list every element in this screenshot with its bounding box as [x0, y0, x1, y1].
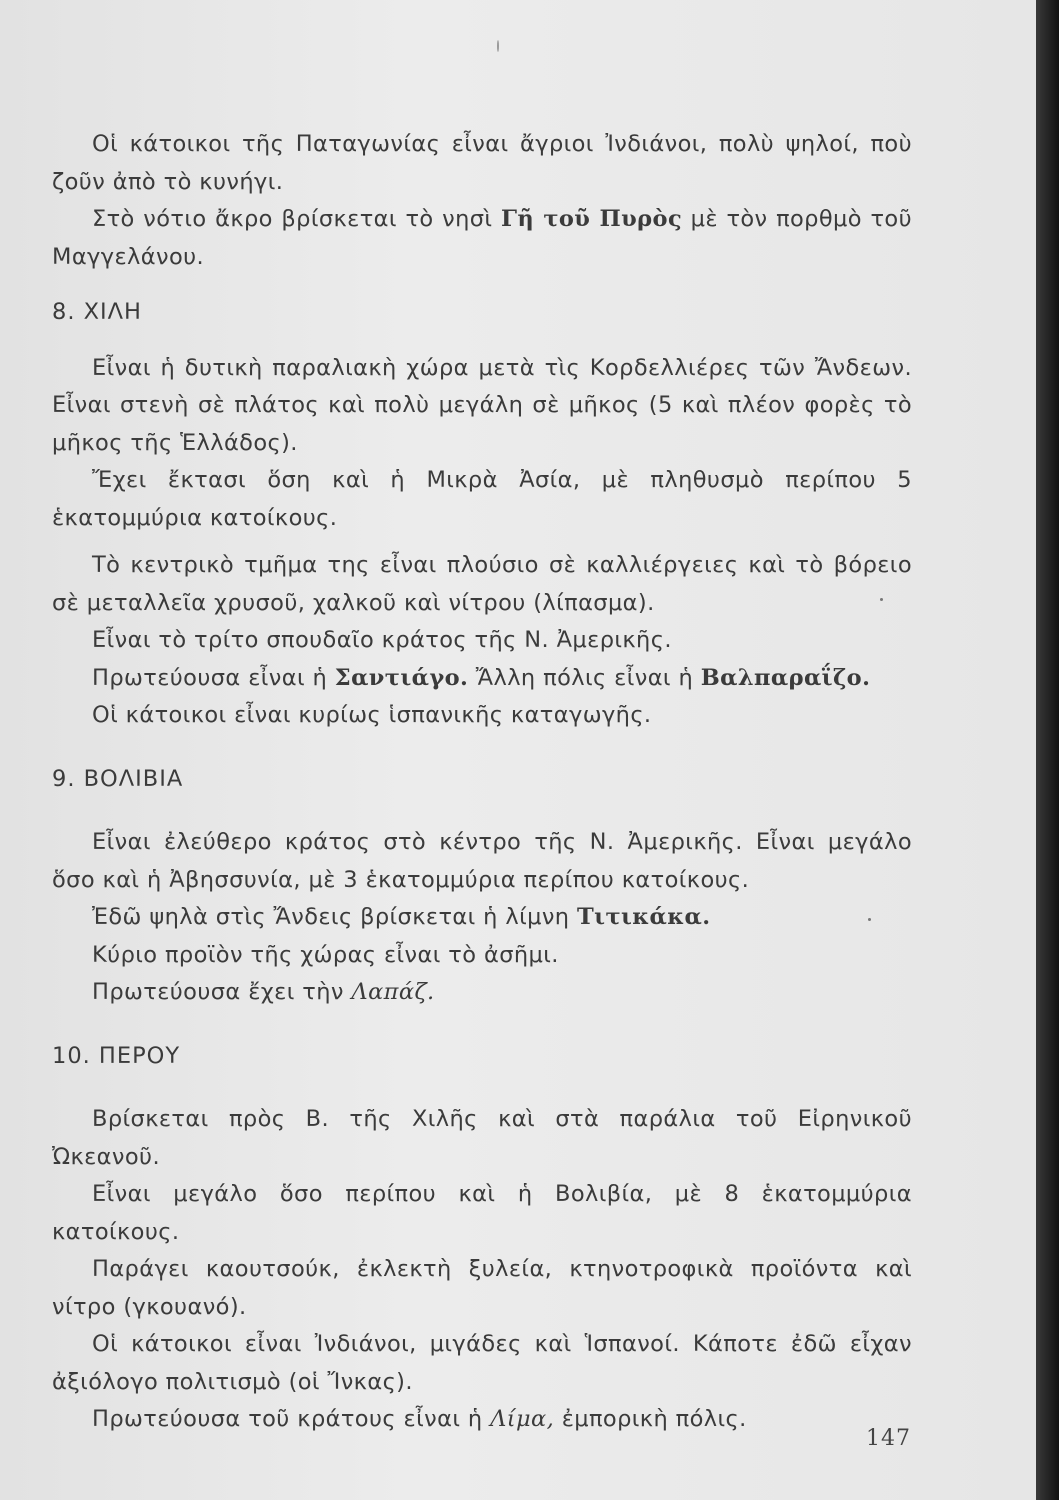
- paragraph: Παράγει καουτσούκ, ἐκλεκτὴ ξυλεία, κτηνοτροφικὰ προϊόντα καὶ νίτρο (γκουανό).: [52, 1256, 912, 1320]
- section-heading-peru: 10. ΠΕΡΟΥ: [52, 1042, 181, 1069]
- paragraph: Κύριο προϊὸν τῆς χώρας εἶναι τὸ ἀσῆμι.: [92, 941, 559, 968]
- paragraph: Εἶναι μεγάλο ὅσο περίπου καὶ ἡ Βολιβία, μὲ 8 ἑκατομμύρια κατοίκους.: [52, 1181, 912, 1245]
- capital-name: Σαντιάγο.: [334, 664, 469, 691]
- paragraph: Ἔχει ἔκτασι ὅση καὶ ἡ Μικρὰ Ἀσία, μὲ πληθυσμὸ περίπου 5 ἑκατομμύρια κατοίκους.: [52, 467, 912, 531]
- lake-name: Τιτικάκα.: [577, 904, 711, 930]
- paragraph: Οἱ κάτοικοι εἶναι κυρίως ἱσπανικῆς καταγωγῆς.: [92, 702, 652, 728]
- page-number: 147: [866, 1426, 911, 1451]
- paragraph: Τὸ κεντρικὸ τμῆμα της εἶναι πλούσιο σὲ καλλιέργειες καὶ τὸ βόρειο σὲ μεταλλεῖα χρυσοῦ, χαλκοῦ καὶ νίτρου (λίπασμα).: [52, 552, 912, 616]
- paragraph-tierra-del-fuego: Στὸ νότιο ἄκρο βρίσκεται τὸ νησὶ Γῆ τοῦ Πυρὸς μὲ τὸν πορθμὸ τοῦ Μαγγελάνου.: [52, 206, 912, 270]
- paragraph: Εἶναι ἡ δυτικὴ παραλιακὴ χώρα μετὰ τὶς Κορδελλιέρες τῶν Ἄνδεων. Εἶναι στενὴ σὲ πλάτος καὶ πολὺ μεγάλη σὲ μῆκος (5 καὶ πλέον φορὲς τὸ μῆκος τῆς Ἑλλάδος).: [52, 354, 912, 456]
- page-text: [52, 126, 912, 1439]
- paragraph: Οἱ κάτοικοι εἶναι Ἰνδιάνοι, μιγάδες καὶ Ἱσπανοί. Κάποτε ἐδῶ εἶχαν ἀξιόλογο πολιτισμὸ (οἱ Ἴνκας).: [52, 1331, 912, 1395]
- paragraph-capital-chile: Πρωτεύουσα εἶναι ἡ Σαντιάγο. Ἄλλη πόλις εἶναι ἡ Βαλπαραΐζο.: [92, 664, 871, 691]
- capital-name: Λίμα,: [490, 1406, 555, 1432]
- capital-name: Λαπάζ.: [351, 979, 435, 1005]
- paragraph-capital-bolivia: Πρωτεύουσα ἔχει τὴν Λαπάζ.: [92, 979, 435, 1005]
- paragraph-patagonia: Οἱ κάτοικοι τῆς Παταγωνίας εἶναι ἄγριοι Ἰνδιάνοι, πολὺ ψηλοί, ποὺ ζοῦν ἀπὸ τὸ κυνήγι.: [52, 131, 912, 195]
- paragraph-capital-peru: Πρωτεύουσα τοῦ κράτους εἶναι ἡ Λίμα, ἐμπορικὴ πόλις.: [92, 1406, 747, 1432]
- paragraph-titicaca: Ἐδῶ ψηλὰ στὶς Ἄνδεις βρίσκεται ἡ λίμνη Τιτικάκα.: [92, 904, 711, 930]
- section-heading-bolivia: 9. ΒΟΛΙΒΙΑ: [52, 765, 184, 792]
- place-name: Γῆ τοῦ Πυρὸς: [500, 206, 683, 232]
- paragraph: Βρίσκεται πρὸς Β. τῆς Χιλῆς καὶ στὰ παράλια τοῦ Εἰρηνικοῦ Ὠκεανοῦ.: [52, 1106, 912, 1170]
- scan-speck: [497, 40, 499, 52]
- section-heading-chile: 8. ΧΙΛΗ: [52, 299, 142, 325]
- page-edge-shadow: [1036, 0, 1059, 1500]
- city-name: Βαλπαραΐζο.: [700, 664, 871, 691]
- paragraph: Εἶναι τὸ τρίτο σπουδαῖο κράτος τῆς Ν. Ἀμερικῆς.: [92, 627, 672, 653]
- paragraph: Εἶναι ἐλεύθερο κράτος στὸ κέντρο τῆς Ν. Ἀμερικῆς. Εἶναι μεγάλο ὅσο καὶ ἡ Ἀβησσυνία, μὲ 3 ἑκατομμύρια περίπου κατοίκους.: [52, 829, 912, 893]
